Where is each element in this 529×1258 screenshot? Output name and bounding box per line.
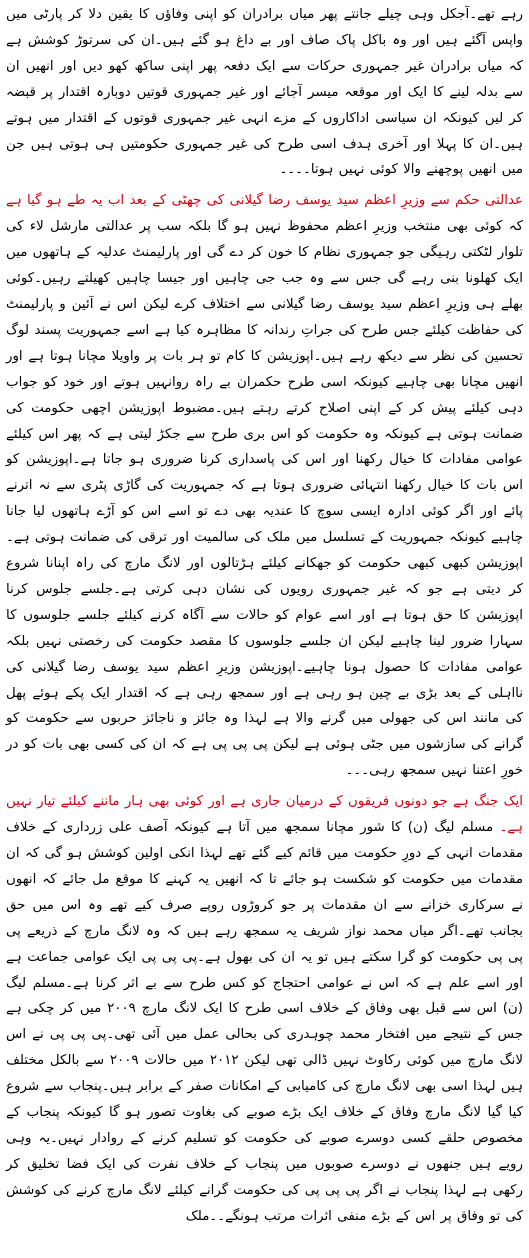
paragraph-3-text: مسلم لیگ (ن) کا شور مچانا سمجھ میں آتا ہے کیونکہ آصف علی زرداری کے خلاف مقدمات انہی کے دورِ حکومت میں قائم کیے گئے تھے لہذا انکی اولین کوشش ہو گی کہ ان مقدمات میں حکومت کو شکست ہو جائے تا کہ انھیں یہ کہنے کا موقع مل جائے کہ انھوں نے سرکاری خزانے سے ان مقدمات پر جو کروڑوں روپے صرف کیے تھے وہ اس میں حق بجانب تھے۔اگر میاں محمد نواز شریف یہ سمجھ رہے ہیں کہ وہ لانگ مارچ کے ذریعے پی پی پی حکومت کو گرا سکتے ہیں تو یہ ان کی بھول ہے۔پی پی پی ایک عوامی جماعت ہے اور اسے علم ہے کہ اس نے عوامی احتجاج کو کس طرح سے بے اثر کرنا ہے۔مسلم لیگ (ن) اس سے قبل بھی وفاق کے خلاف اسی طرح کا ایک لانگ مارچ ۲۰۰۹ میں کر چکی ہے جس کے نتیجے میں افتخار محمد چوہدری کی بحالی عمل میں آئی تھی۔پی پی پی نے اس لانگ مارچ میں کوئی رکاوٹ نہیں ڈالی تھی لیکن ۲۰۱۲ میں حالات ۲۰۰۹ سے بالکل مختلف ہیں لہذا اسی بھی لانگ مارچ کی کامیابی کے امکانات صفر کے برابر ہیں۔پنجاب سے شروع کیا گیا لانگ مارچ وفاق کے خلاف ایک بڑے صوبے کی بغاوت تصور ہو گا کیونکہ پنجاب کے مخصوص حلقے کسی دوسرے صوبے کی حکومت کو تسلیم کرنے کے روادار نہیں۔یہ وہی رویے ہیں جنھوں نے دوسرے صوبوں میں پنجاب کے خلاف نفرت کی ایک فضا تخلیق کر رکھی ہے لہذا پنجاب نے اگر پی پی پی کی حکومت گرانے کیلئے لانگ مارچ کرنے کی کوشش کی تو وفاق پر اس کے بڑے منفی اثرات مرتب ہونگے۔۔ملک (6, 820, 523, 1224)
paragraph-3 (6, 789, 523, 1229)
paragraph-3-highlight: ایک جنگ ہے جو دونوں فریقوں کے درمیان جاری ہے اور کوئی بھی ہار ماننے کیلئے تیار نہیں ہے۔ (6, 794, 523, 836)
paragraph-2-text: کہ کوئی بھی منتخب وزیرِ اعظم محفوظ نہیں ہو گا بلکہ سب پر عدالتی مارشل لاء کی تلوار لٹکتی رہیگی جو جمہوری نظام کا خون کر دے گی اور پارلیمنٹ عدلیہ کے ہاتھوں میں ایک کھلونا بنی رہے گی جس سے وہ جب جی چاہیں اور جیسا چاہیں کھیلتے رہیں۔کوئی بھلے ہی وزیرِ اعظم سید یوسف رضا گیلانی سے اختلاف کرے لیکن اس نے آئین و پارلیمنٹ کی حفاظت کیلئے جس طرح کی جراتِ رندانہ کا مظاہرہ کیا ہے اسے جمہوریت پسند لوگ تحسین کی نظر سے دیکھ رہے ہیں۔اپوزیشن کا کام تو ہر بات پر واویلا مچانا ہوتا ہے اور انھیں مچانا بھی چاہیے کیونکہ اسی طرح حکمران بے راہ روانہیں ہوتے اور خود کو جواب دہی کیلئے پیش کر کے اپنی اصلاح کرتے رہتے ہیں۔مضبوط اپوزیشن اچھی حکومت کی ضمانت ہوتی ہے کیونکہ وہ حکومت کو اس بری طرح سے جکڑ لیتی ہے کہ پھر اس کیلئے عوامی مفادات کا خیال رکھنا اور اس کی پاسداری کرنا ضروری ہو جاتا ہے۔اپوزیشن کو اس بات کا خیال رکھنا انتہائی ضروری ہوتا ہے کہ جمہوریت کی گاڑی پٹری سے نہ اترنے پائے اور اگر کوئی ادارہ ایسی سوچ کا عندیہ بھی دے تو اسے اس کو آڑے ہاتھوں لیا جانا چاہیے کیونکہ جمہوریت کے تسلسل میں ملک کی سالمیت اور ترقی کی ضمانت ہوتی ہے۔اپوزیشن کبھی کبھی حکومت کو جھکانے کیلئے ہڑتالوں اور لانگ مارچ کی راہ اپنانا شروع کر دیتی ہے جو کہ غیر جمہوری رویوں کی نشان دہی کرتی ہے۔جلسے جلوس کرنا اپوزیشن کا حق ہوتا ہے اور اسے عوام کو حالات سے آگاہ کرنے کیلئے جلسے جلوسوں کا سہارا ضرور لینا چاہیے لیکن ان جلسے جلوسوں کا مقصد حکومت کی رخصتی نہیں بلکہ عوامی مفادات کا حصول ہونا چاہیے۔اپوزیشن وزیرِ اعظم سید یوسف رضا گیلانی کی نااہلی کے بعد بڑی بے چین ہو رہی ہے اور سمجھ رہی ہے کہ اقتدار ایک پکے ہوئے پھل کی مانند اس کی جھولی میں گرنے والا ہے لہذا وہ جائز و ناجائز حربوں سے حکومت کو گرانے کی سازشوں میں جٹی ہوئی ہے لیکن پی پی پی ہے کہ ان کی کسی بھی بات کو در خورِ اعتنا نہیں سمجھ رہی۔۔۔ (6, 219, 523, 779)
paragraph-2 (6, 188, 523, 784)
paragraph-1-text: رہے تھے۔آجکل وہی چیلے جانتے پھر میاں برادران کو اپنی وفاؤں کا یقین دلا کر پارٹی میں واپس آگئے ہیں اور وہ باکل پاک صاف اور بے داغ ہو گئے ہیں۔ان کی سرتوڑ کوشش ہے کہ میاں برادران غیر جمہوری حرکات سے ایک دفعہ پھر اپنی ساکھ کھو دیں اور انھیں ان سے بدلہ لینے کا ایک اور موقعہ میسر آجائے اور غیر جمہوری قوتیں دوبارہ اقتدار پر قبضہ کر لیں کیونکہ ان سیاسی اداکاروں کے مزے انہی غیر جمہوری قوتوں کے اقتدار میں ہوتے ہیں۔ان کا پہلا اور آخری ہدف اسی طرح کی غیر جمہوری حکومتیں ہی ہوتی ہیں جن میں انھیں پوچھنے والا کوئی نہیں ہوتا۔۔۔۔ (6, 7, 523, 178)
paragraph-1 (6, 2, 523, 183)
paragraph-2-highlight: عدالتی حکم سے وزیرِ اعظم سید یوسف رضا گیلانی کی چھٹی کے بعد اب یہ طے ہو گیا ہے (6, 193, 523, 209)
article-body (6, 2, 523, 1254)
